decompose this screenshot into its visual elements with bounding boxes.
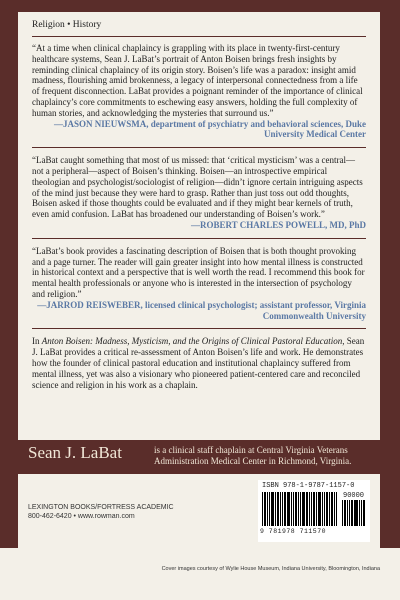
divider <box>32 238 366 239</box>
divider <box>32 147 366 148</box>
price-code: 90000 <box>343 492 365 500</box>
addon-barcode-bars <box>342 500 366 526</box>
bottom-band <box>0 548 400 600</box>
publisher-contact: 800-462-6420 • www.rowman.com <box>28 513 135 520</box>
ean-barcode-bars <box>262 492 338 526</box>
author-bio: is a clinical staff chaplain at Central Virginia Veterans Administration Medical Center in Richmond, Virginia. <box>154 445 352 466</box>
author-name: Sean J. LaBat <box>28 443 122 462</box>
category-label: Religion • History <box>32 20 366 37</box>
publisher-name: LEXINGTON BOOKS/FORTRESS ACADEMIC <box>28 504 174 511</box>
divider <box>32 328 366 329</box>
barcode <box>258 480 370 542</box>
blurb-attribution-3: —JARROD REISWEBER, licensed clinical psychologist; assistant professor, Virginia Commonwealth University <box>37 299 366 321</box>
blurb-attribution-2: —ROBERT CHARLES POWELL, MD, PhD <box>190 219 366 230</box>
barcode-digits: 9 781978 711570 <box>260 528 327 535</box>
author-strip <box>18 440 380 474</box>
publisher-info <box>28 503 174 521</box>
blurb-attribution-1: —JASON NIEUWSMA, department of psychiatry and behavioral sciences, Duke University Medical Center <box>53 118 366 140</box>
book-summary <box>32 336 366 390</box>
summary-prefix: In <box>32 336 42 347</box>
summary-book-title: Anton Boisen: Madness, Mysticism, and the Origins of Clinical Pastoral Education <box>41 336 343 347</box>
cover-credit: Cover images courtesy of Wylie House Museum, Indiana University, Bloomington, Indiana <box>161 566 380 572</box>
blurb-quote-1: “At a time when clinical chaplaincy is grappling with its place in twenty-first-century healthcare systems, Sean J. LaBat’s portrait of Anton Boisen brings fresh insights by reminding clinical chaplaincy of its origin story. Boisen’s life was a paradox: insight amid madness, flourishing amid brokenness, a legacy of interpersonal connectedness from a life of frequent disconnection. LaBat provides a poignant reminder of the importance of clinical chaplaincy’s core commitments to eschewing easy answers, holding the full complexity of human stories, and acknowledging the mysteries that surround us.” <box>32 43 363 118</box>
blurb-quote-3: “LaBat’s book provides a fascinating description of Boisen that is both thought provoking and a page turner. The reader will gain greater insight into how mental illness is constructed in historical context and a perspective that is well worth the read. I recommend this book for mental health professionals or anyone who is interested in the intersection of psychology and religion.” <box>32 245 365 299</box>
summary-body: , Sean J. LaBat provides a critical re-assessment of Anton Boisen’s life and work. He demonstrates how the founder of clinical pastoral education and institutional chaplaincy suffered from mental illness, yet was also a visionary who pioneered patient-centered care and reconciled science and religion in his work as a chaplain. <box>32 336 365 390</box>
blurb-quote-2: “LaBat caught something that most of us missed: that ‘critical mysticism’ was a central—not a peripheral—aspect of Boisen’s thinking. Boisen—an introspective empirical theologian and psychologist/sociologist of religion—didn’t ignore certain intriguing aspects of the mind just because they were hard to grasp. Rather than just toss out odd thoughts, Boisen asked if those thoughts could be evaluated and if they might bear kernels of truth, even amid confusion. LaBat has broadened our understanding of Boisen’s work.” <box>32 155 363 220</box>
isbn-text: ISBN 978-1-9787-1157-0 <box>262 482 355 490</box>
